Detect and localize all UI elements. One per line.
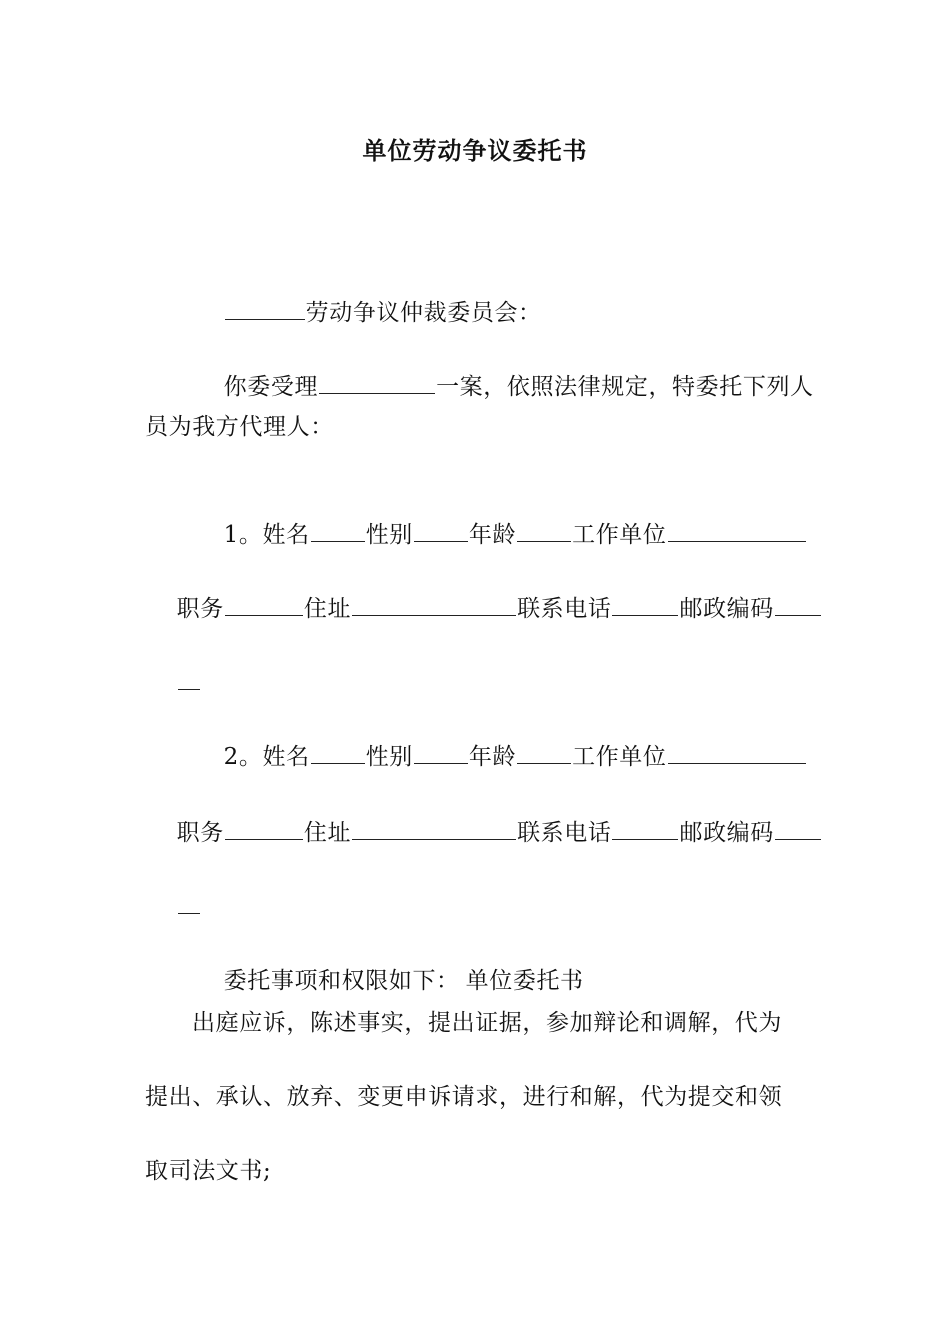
name-label: 姓名	[262, 744, 310, 770]
intro-text-a: 你委受理	[223, 374, 319, 400]
postcode-blank-continued[interactable]	[178, 667, 200, 690]
authority-label: 委托事项和权限如下：	[223, 968, 460, 994]
age-label: 年龄	[468, 744, 517, 770]
agent-number: 2。	[223, 744, 263, 770]
postcode-label: 邮政编码	[679, 820, 774, 846]
postcode-label: 邮政编码	[679, 596, 774, 622]
gender-label: 性别	[365, 744, 413, 770]
document-title: 单位劳动争议委托书	[362, 136, 588, 165]
postcode-blank[interactable]	[775, 817, 821, 840]
authority-note: 单位委托书	[465, 968, 584, 994]
agent-2-line-2	[145, 782, 822, 884]
position-label: 职务	[176, 820, 224, 846]
name-blank[interactable]	[311, 519, 365, 542]
gender-blank[interactable]	[414, 741, 468, 764]
address-blank[interactable]	[352, 593, 516, 616]
address-label: 住址	[303, 820, 352, 846]
authority-text-line-2: 提出、承认、放弃、变更申诉请求，进行和解，代为提交和领	[145, 1084, 783, 1110]
case-name-blank[interactable]	[319, 371, 435, 394]
workplace-label: 工作单位	[572, 522, 667, 548]
age-blank[interactable]	[517, 741, 571, 764]
workplace-blank[interactable]	[668, 519, 806, 542]
position-blank[interactable]	[225, 817, 303, 840]
postcode-blank-continued[interactable]	[178, 891, 200, 914]
workplace-blank[interactable]	[668, 741, 806, 764]
address-label: 住址	[303, 596, 352, 622]
address-blank[interactable]	[352, 817, 516, 840]
age-label: 年龄	[468, 522, 517, 548]
intro-text-b: 一案，依照法律规定，特委托下列人	[436, 374, 814, 400]
phone-blank[interactable]	[612, 817, 678, 840]
gender-blank[interactable]	[414, 519, 468, 542]
phone-label: 联系电话	[517, 596, 612, 622]
agent-1-line-2	[145, 558, 822, 660]
name-blank[interactable]	[311, 741, 365, 764]
arbitration-committee-blank[interactable]	[225, 297, 305, 320]
agent-number: 1。	[223, 522, 263, 548]
position-blank[interactable]	[225, 593, 303, 616]
name-label: 姓名	[262, 522, 310, 548]
age-blank[interactable]	[517, 519, 571, 542]
phone-label: 联系电话	[517, 820, 612, 846]
phone-blank[interactable]	[612, 593, 678, 616]
position-label: 职务	[176, 596, 224, 622]
postcode-blank[interactable]	[775, 593, 821, 616]
gender-label: 性别	[365, 522, 413, 548]
authority-text-line-3: 取司法文书;	[145, 1158, 272, 1184]
authority-text-line-1: 出庭应诉，陈述事实，提出证据，参加辩论和调解，代为	[192, 1010, 782, 1036]
addressee-text: 劳动争议仲裁委员会：	[305, 300, 542, 326]
intro-line-2: 员为我方代理人：	[145, 414, 334, 440]
workplace-label: 工作单位	[572, 744, 667, 770]
